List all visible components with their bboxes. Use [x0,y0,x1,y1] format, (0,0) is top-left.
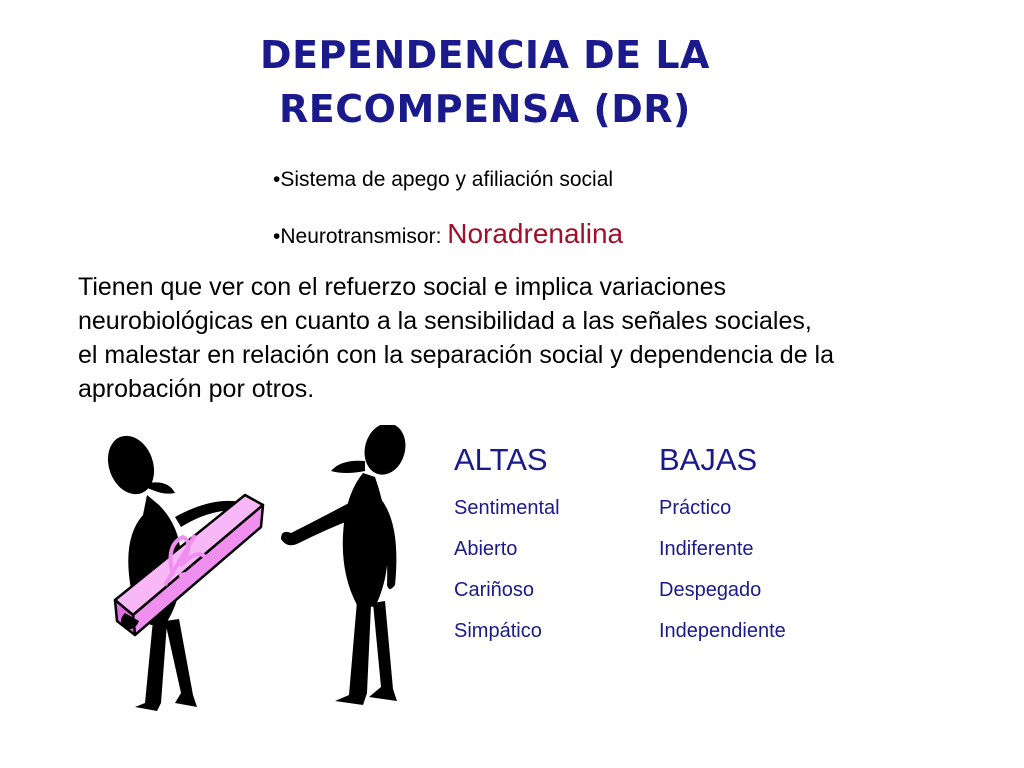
list-item: Sentimental [454,497,560,519]
list-item: Cariñoso [454,579,535,601]
column-altas [454,440,560,652]
bullet-neurotransmitter [273,219,623,252]
title-line-2: RECOMPENSA (DR) [279,87,691,131]
list-item: Despegado [659,579,762,601]
list-item: Abierto [454,538,518,560]
gift-exchange-illustration [95,425,425,725]
neurotransmitter-value: Noradrenalina [447,218,624,249]
altas-header: ALTAS [454,442,548,477]
list-item: Simpático [454,620,542,642]
list-item: Práctico [659,497,732,519]
bajas-header: BAJAS [659,442,758,477]
description-paragraph: Tienen que ver con el refuerzo social e implica variaciones neurobiológicas en cuanto a la sensibilidad a las señales sociales, el malestar en relación con la separación social y dependencia de la aprobación por otros. [78,273,835,403]
slide-title [0,28,970,136]
list-item: Independiente [659,620,786,642]
right-figure [281,425,411,705]
column-bajas [659,440,786,652]
title-line-1: DEPENDENCIA DE LA [260,33,710,77]
bullet-list [273,165,623,276]
bullet-attachment-system: •Sistema de apego y afiliación social [273,168,614,191]
list-item: Indiferente [659,538,754,560]
neurotransmitter-label: •Neurotransmisor: [273,225,448,248]
